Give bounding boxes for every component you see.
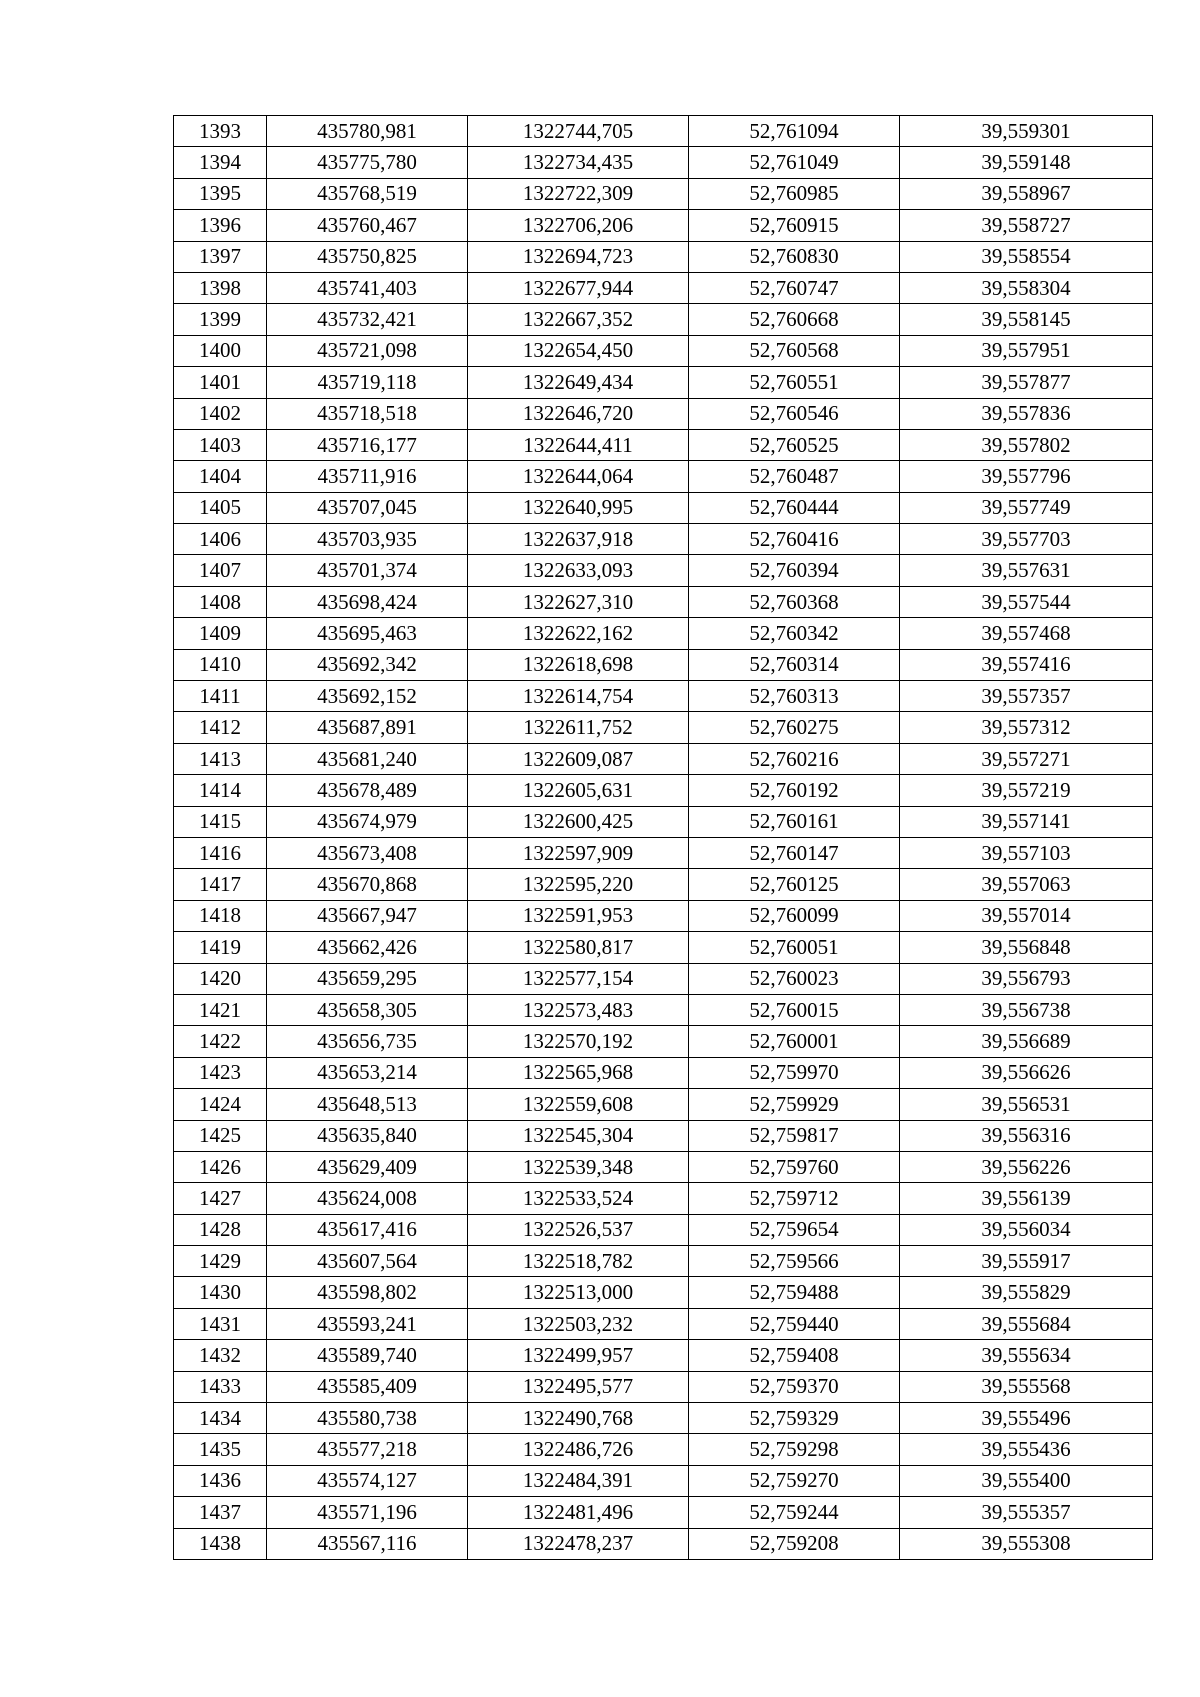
x-coordinate-cell: 435678,489	[267, 775, 468, 806]
table-row	[174, 1089, 1153, 1120]
x-coordinate-cell: 435780,981	[267, 116, 468, 147]
longitude-cell: 39,555917	[900, 1246, 1153, 1277]
y-coordinate-cell: 1322539,348	[468, 1151, 689, 1182]
latitude-cell: 52,760216	[689, 743, 900, 774]
x-coordinate-cell: 435662,426	[267, 932, 468, 963]
longitude-cell: 39,556738	[900, 994, 1153, 1025]
longitude-cell: 39,557357	[900, 681, 1153, 712]
table-row	[174, 272, 1153, 303]
point-number-cell: 1418	[174, 900, 267, 931]
point-number-cell: 1435	[174, 1434, 267, 1465]
longitude-cell: 39,558304	[900, 272, 1153, 303]
x-coordinate-cell: 435692,342	[267, 649, 468, 680]
longitude-cell: 39,556531	[900, 1089, 1153, 1120]
latitude-cell: 52,760525	[689, 429, 900, 460]
longitude-cell: 39,557802	[900, 429, 1153, 460]
table-row	[174, 178, 1153, 209]
y-coordinate-cell: 1322644,064	[468, 461, 689, 492]
x-coordinate-cell: 435701,374	[267, 555, 468, 586]
x-coordinate-cell: 435577,218	[267, 1434, 468, 1465]
latitude-cell: 52,760342	[689, 618, 900, 649]
point-number-cell: 1419	[174, 932, 267, 963]
point-number-cell: 1415	[174, 806, 267, 837]
latitude-cell: 52,760830	[689, 241, 900, 272]
y-coordinate-cell: 1322478,237	[468, 1528, 689, 1559]
y-coordinate-cell: 1322573,483	[468, 994, 689, 1025]
y-coordinate-cell: 1322644,411	[468, 429, 689, 460]
x-coordinate-cell: 435719,118	[267, 367, 468, 398]
point-number-cell: 1438	[174, 1528, 267, 1559]
table-row	[174, 963, 1153, 994]
x-coordinate-cell: 435707,045	[267, 492, 468, 523]
longitude-cell: 39,557416	[900, 649, 1153, 680]
latitude-cell: 52,760551	[689, 367, 900, 398]
x-coordinate-cell: 435750,825	[267, 241, 468, 272]
longitude-cell: 39,558145	[900, 304, 1153, 335]
y-coordinate-cell: 1322654,450	[468, 335, 689, 366]
y-coordinate-cell: 1322694,723	[468, 241, 689, 272]
longitude-cell: 39,557063	[900, 869, 1153, 900]
y-coordinate-cell: 1322495,577	[468, 1371, 689, 1402]
x-coordinate-cell: 435648,513	[267, 1089, 468, 1120]
x-coordinate-cell: 435574,127	[267, 1465, 468, 1496]
latitude-cell: 52,760192	[689, 775, 900, 806]
table-row	[174, 1497, 1153, 1528]
table-row	[174, 524, 1153, 555]
x-coordinate-cell: 435653,214	[267, 1057, 468, 1088]
table-row	[174, 492, 1153, 523]
x-coordinate-cell: 435593,241	[267, 1308, 468, 1339]
point-number-cell: 1426	[174, 1151, 267, 1182]
x-coordinate-cell: 435768,519	[267, 178, 468, 209]
y-coordinate-cell: 1322595,220	[468, 869, 689, 900]
y-coordinate-cell: 1322559,608	[468, 1089, 689, 1120]
x-coordinate-cell: 435659,295	[267, 963, 468, 994]
point-number-cell: 1408	[174, 586, 267, 617]
x-coordinate-cell: 435741,403	[267, 272, 468, 303]
point-number-cell: 1422	[174, 1026, 267, 1057]
y-coordinate-cell: 1322744,705	[468, 116, 689, 147]
table-row	[174, 806, 1153, 837]
y-coordinate-cell: 1322611,752	[468, 712, 689, 743]
x-coordinate-cell: 435692,152	[267, 681, 468, 712]
table-row	[174, 900, 1153, 931]
latitude-cell: 52,760023	[689, 963, 900, 994]
longitude-cell: 39,559301	[900, 116, 1153, 147]
point-number-cell: 1402	[174, 398, 267, 429]
longitude-cell: 39,559148	[900, 147, 1153, 178]
x-coordinate-cell: 435667,947	[267, 900, 468, 931]
point-number-cell: 1405	[174, 492, 267, 523]
longitude-cell: 39,557703	[900, 524, 1153, 555]
longitude-cell: 39,556848	[900, 932, 1153, 963]
latitude-cell: 52,759929	[689, 1089, 900, 1120]
latitude-cell: 52,760147	[689, 837, 900, 868]
table-row	[174, 555, 1153, 586]
table-row	[174, 869, 1153, 900]
latitude-cell: 52,761094	[689, 116, 900, 147]
table-row	[174, 743, 1153, 774]
point-number-cell: 1429	[174, 1246, 267, 1277]
latitude-cell: 52,760416	[689, 524, 900, 555]
table-row	[174, 1214, 1153, 1245]
point-number-cell: 1421	[174, 994, 267, 1025]
y-coordinate-cell: 1322734,435	[468, 147, 689, 178]
latitude-cell: 52,760015	[689, 994, 900, 1025]
y-coordinate-cell: 1322622,162	[468, 618, 689, 649]
latitude-cell: 52,759970	[689, 1057, 900, 1088]
longitude-cell: 39,557877	[900, 367, 1153, 398]
longitude-cell: 39,556316	[900, 1120, 1153, 1151]
y-coordinate-cell: 1322591,953	[468, 900, 689, 931]
point-number-cell: 1416	[174, 837, 267, 868]
latitude-cell: 52,760001	[689, 1026, 900, 1057]
point-number-cell: 1428	[174, 1214, 267, 1245]
latitude-cell: 52,759244	[689, 1497, 900, 1528]
x-coordinate-cell: 435681,240	[267, 743, 468, 774]
point-number-cell: 1430	[174, 1277, 267, 1308]
y-coordinate-cell: 1322646,720	[468, 398, 689, 429]
y-coordinate-cell: 1322597,909	[468, 837, 689, 868]
latitude-cell: 52,760985	[689, 178, 900, 209]
y-coordinate-cell: 1322609,087	[468, 743, 689, 774]
table-row	[174, 147, 1153, 178]
longitude-cell: 39,557014	[900, 900, 1153, 931]
x-coordinate-cell: 435687,891	[267, 712, 468, 743]
y-coordinate-cell: 1322677,944	[468, 272, 689, 303]
latitude-cell: 52,759298	[689, 1434, 900, 1465]
point-number-cell: 1409	[174, 618, 267, 649]
point-number-cell: 1400	[174, 335, 267, 366]
table-row	[174, 618, 1153, 649]
longitude-cell: 39,555829	[900, 1277, 1153, 1308]
latitude-cell: 52,759817	[689, 1120, 900, 1151]
point-number-cell: 1414	[174, 775, 267, 806]
longitude-cell: 39,557836	[900, 398, 1153, 429]
latitude-cell: 52,760161	[689, 806, 900, 837]
y-coordinate-cell: 1322600,425	[468, 806, 689, 837]
latitude-cell: 52,759566	[689, 1246, 900, 1277]
longitude-cell: 39,557103	[900, 837, 1153, 868]
latitude-cell: 52,760099	[689, 900, 900, 931]
y-coordinate-cell: 1322513,000	[468, 1277, 689, 1308]
x-coordinate-cell: 435760,467	[267, 210, 468, 241]
x-coordinate-cell: 435624,008	[267, 1183, 468, 1214]
table-row	[174, 398, 1153, 429]
x-coordinate-cell: 435598,802	[267, 1277, 468, 1308]
x-coordinate-cell: 435716,177	[267, 429, 468, 460]
point-number-cell: 1423	[174, 1057, 267, 1088]
longitude-cell: 39,558554	[900, 241, 1153, 272]
table-row	[174, 1528, 1153, 1559]
point-number-cell: 1411	[174, 681, 267, 712]
table-row	[174, 241, 1153, 272]
longitude-cell: 39,557312	[900, 712, 1153, 743]
point-number-cell: 1436	[174, 1465, 267, 1496]
y-coordinate-cell: 1322545,304	[468, 1120, 689, 1151]
point-number-cell: 1424	[174, 1089, 267, 1120]
latitude-cell: 52,759440	[689, 1308, 900, 1339]
latitude-cell: 52,760125	[689, 869, 900, 900]
latitude-cell: 52,760051	[689, 932, 900, 963]
longitude-cell: 39,556793	[900, 963, 1153, 994]
y-coordinate-cell: 1322614,754	[468, 681, 689, 712]
latitude-cell: 52,761049	[689, 147, 900, 178]
y-coordinate-cell: 1322486,726	[468, 1434, 689, 1465]
x-coordinate-cell: 435617,416	[267, 1214, 468, 1245]
table-row	[174, 681, 1153, 712]
y-coordinate-cell: 1322577,154	[468, 963, 689, 994]
table-row	[174, 994, 1153, 1025]
point-number-cell: 1406	[174, 524, 267, 555]
latitude-cell: 52,760568	[689, 335, 900, 366]
point-number-cell: 1397	[174, 241, 267, 272]
latitude-cell: 52,759329	[689, 1403, 900, 1434]
x-coordinate-cell: 435703,935	[267, 524, 468, 555]
point-number-cell: 1410	[174, 649, 267, 680]
x-coordinate-cell: 435674,979	[267, 806, 468, 837]
latitude-cell: 52,759488	[689, 1277, 900, 1308]
point-number-cell: 1403	[174, 429, 267, 460]
table-row	[174, 1246, 1153, 1277]
y-coordinate-cell: 1322503,232	[468, 1308, 689, 1339]
table-row	[174, 116, 1153, 147]
latitude-cell: 52,759370	[689, 1371, 900, 1402]
latitude-cell: 52,760368	[689, 586, 900, 617]
latitude-cell: 52,759208	[689, 1528, 900, 1559]
y-coordinate-cell: 1322618,698	[468, 649, 689, 680]
latitude-cell: 52,760668	[689, 304, 900, 335]
x-coordinate-cell: 435670,868	[267, 869, 468, 900]
x-coordinate-cell: 435571,196	[267, 1497, 468, 1528]
point-number-cell: 1425	[174, 1120, 267, 1151]
point-number-cell: 1434	[174, 1403, 267, 1434]
longitude-cell: 39,555684	[900, 1308, 1153, 1339]
table-row	[174, 1183, 1153, 1214]
y-coordinate-cell: 1322565,968	[468, 1057, 689, 1088]
longitude-cell: 39,556034	[900, 1214, 1153, 1245]
x-coordinate-cell: 435698,424	[267, 586, 468, 617]
longitude-cell: 39,557544	[900, 586, 1153, 617]
longitude-cell: 39,557468	[900, 618, 1153, 649]
table-row	[174, 1465, 1153, 1496]
longitude-cell: 39,556626	[900, 1057, 1153, 1088]
y-coordinate-cell: 1322533,524	[468, 1183, 689, 1214]
longitude-cell: 39,556139	[900, 1183, 1153, 1214]
y-coordinate-cell: 1322490,768	[468, 1403, 689, 1434]
table-row	[174, 1434, 1153, 1465]
table-row	[174, 1340, 1153, 1371]
longitude-cell: 39,557749	[900, 492, 1153, 523]
table-row	[174, 1308, 1153, 1339]
table-row	[174, 335, 1153, 366]
point-number-cell: 1437	[174, 1497, 267, 1528]
point-number-cell: 1431	[174, 1308, 267, 1339]
y-coordinate-cell: 1322484,391	[468, 1465, 689, 1496]
point-number-cell: 1393	[174, 116, 267, 147]
longitude-cell: 39,557951	[900, 335, 1153, 366]
x-coordinate-cell: 435589,740	[267, 1340, 468, 1371]
point-number-cell: 1394	[174, 147, 267, 178]
table-row	[174, 1277, 1153, 1308]
y-coordinate-cell: 1322526,537	[468, 1214, 689, 1245]
point-number-cell: 1427	[174, 1183, 267, 1214]
point-number-cell: 1433	[174, 1371, 267, 1402]
point-number-cell: 1404	[174, 461, 267, 492]
latitude-cell: 52,759408	[689, 1340, 900, 1371]
latitude-cell: 52,760747	[689, 272, 900, 303]
point-number-cell: 1396	[174, 210, 267, 241]
y-coordinate-cell: 1322570,192	[468, 1026, 689, 1057]
table-row	[174, 649, 1153, 680]
table-row	[174, 1371, 1153, 1402]
latitude-cell: 52,760275	[689, 712, 900, 743]
x-coordinate-cell: 435656,735	[267, 1026, 468, 1057]
longitude-cell: 39,557141	[900, 806, 1153, 837]
table-row	[174, 304, 1153, 335]
y-coordinate-cell: 1322633,093	[468, 555, 689, 586]
longitude-cell: 39,555634	[900, 1340, 1153, 1371]
longitude-cell: 39,555496	[900, 1403, 1153, 1434]
longitude-cell: 39,558967	[900, 178, 1153, 209]
y-coordinate-cell: 1322627,310	[468, 586, 689, 617]
table-row	[174, 837, 1153, 868]
longitude-cell: 39,555400	[900, 1465, 1153, 1496]
table-row	[174, 712, 1153, 743]
point-number-cell: 1412	[174, 712, 267, 743]
latitude-cell: 52,760394	[689, 555, 900, 586]
point-number-cell: 1399	[174, 304, 267, 335]
x-coordinate-cell: 435607,564	[267, 1246, 468, 1277]
latitude-cell: 52,760313	[689, 681, 900, 712]
point-number-cell: 1432	[174, 1340, 267, 1371]
longitude-cell: 39,555357	[900, 1497, 1153, 1528]
point-number-cell: 1395	[174, 178, 267, 209]
y-coordinate-cell: 1322667,352	[468, 304, 689, 335]
latitude-cell: 52,759654	[689, 1214, 900, 1245]
longitude-cell: 39,557219	[900, 775, 1153, 806]
x-coordinate-cell: 435695,463	[267, 618, 468, 649]
longitude-cell: 39,558727	[900, 210, 1153, 241]
longitude-cell: 39,555308	[900, 1528, 1153, 1559]
longitude-cell: 39,557271	[900, 743, 1153, 774]
latitude-cell: 52,760314	[689, 649, 900, 680]
y-coordinate-cell: 1322706,206	[468, 210, 689, 241]
y-coordinate-cell: 1322605,631	[468, 775, 689, 806]
longitude-cell: 39,557631	[900, 555, 1153, 586]
x-coordinate-cell: 435732,421	[267, 304, 468, 335]
point-number-cell: 1417	[174, 869, 267, 900]
x-coordinate-cell: 435658,305	[267, 994, 468, 1025]
y-coordinate-cell: 1322637,918	[468, 524, 689, 555]
coordinates-table	[173, 115, 1153, 1560]
coordinates-table-body	[174, 116, 1153, 1560]
latitude-cell: 52,759270	[689, 1465, 900, 1496]
latitude-cell: 52,760915	[689, 210, 900, 241]
y-coordinate-cell: 1322499,957	[468, 1340, 689, 1371]
latitude-cell: 52,759712	[689, 1183, 900, 1214]
y-coordinate-cell: 1322518,782	[468, 1246, 689, 1277]
table-row	[174, 932, 1153, 963]
longitude-cell: 39,556226	[900, 1151, 1153, 1182]
latitude-cell: 52,760487	[689, 461, 900, 492]
table-row	[174, 1403, 1153, 1434]
latitude-cell: 52,759760	[689, 1151, 900, 1182]
x-coordinate-cell: 435718,518	[267, 398, 468, 429]
y-coordinate-cell: 1322722,309	[468, 178, 689, 209]
x-coordinate-cell: 435775,780	[267, 147, 468, 178]
point-number-cell: 1407	[174, 555, 267, 586]
longitude-cell: 39,555568	[900, 1371, 1153, 1402]
table-row	[174, 1026, 1153, 1057]
table-row	[174, 775, 1153, 806]
y-coordinate-cell: 1322649,434	[468, 367, 689, 398]
table-row	[174, 586, 1153, 617]
table-row	[174, 1120, 1153, 1151]
table-row	[174, 367, 1153, 398]
x-coordinate-cell: 435585,409	[267, 1371, 468, 1402]
point-number-cell: 1413	[174, 743, 267, 774]
point-number-cell: 1401	[174, 367, 267, 398]
x-coordinate-cell: 435711,916	[267, 461, 468, 492]
table-row	[174, 210, 1153, 241]
table-row	[174, 429, 1153, 460]
y-coordinate-cell: 1322580,817	[468, 932, 689, 963]
latitude-cell: 52,760546	[689, 398, 900, 429]
x-coordinate-cell: 435567,116	[267, 1528, 468, 1559]
table-row	[174, 461, 1153, 492]
x-coordinate-cell: 435721,098	[267, 335, 468, 366]
table-row	[174, 1151, 1153, 1182]
table-row	[174, 1057, 1153, 1088]
latitude-cell: 52,760444	[689, 492, 900, 523]
y-coordinate-cell: 1322640,995	[468, 492, 689, 523]
longitude-cell: 39,555436	[900, 1434, 1153, 1465]
x-coordinate-cell: 435673,408	[267, 837, 468, 868]
point-number-cell: 1398	[174, 272, 267, 303]
x-coordinate-cell: 435629,409	[267, 1151, 468, 1182]
x-coordinate-cell: 435635,840	[267, 1120, 468, 1151]
longitude-cell: 39,556689	[900, 1026, 1153, 1057]
y-coordinate-cell: 1322481,496	[468, 1497, 689, 1528]
point-number-cell: 1420	[174, 963, 267, 994]
longitude-cell: 39,557796	[900, 461, 1153, 492]
x-coordinate-cell: 435580,738	[267, 1403, 468, 1434]
